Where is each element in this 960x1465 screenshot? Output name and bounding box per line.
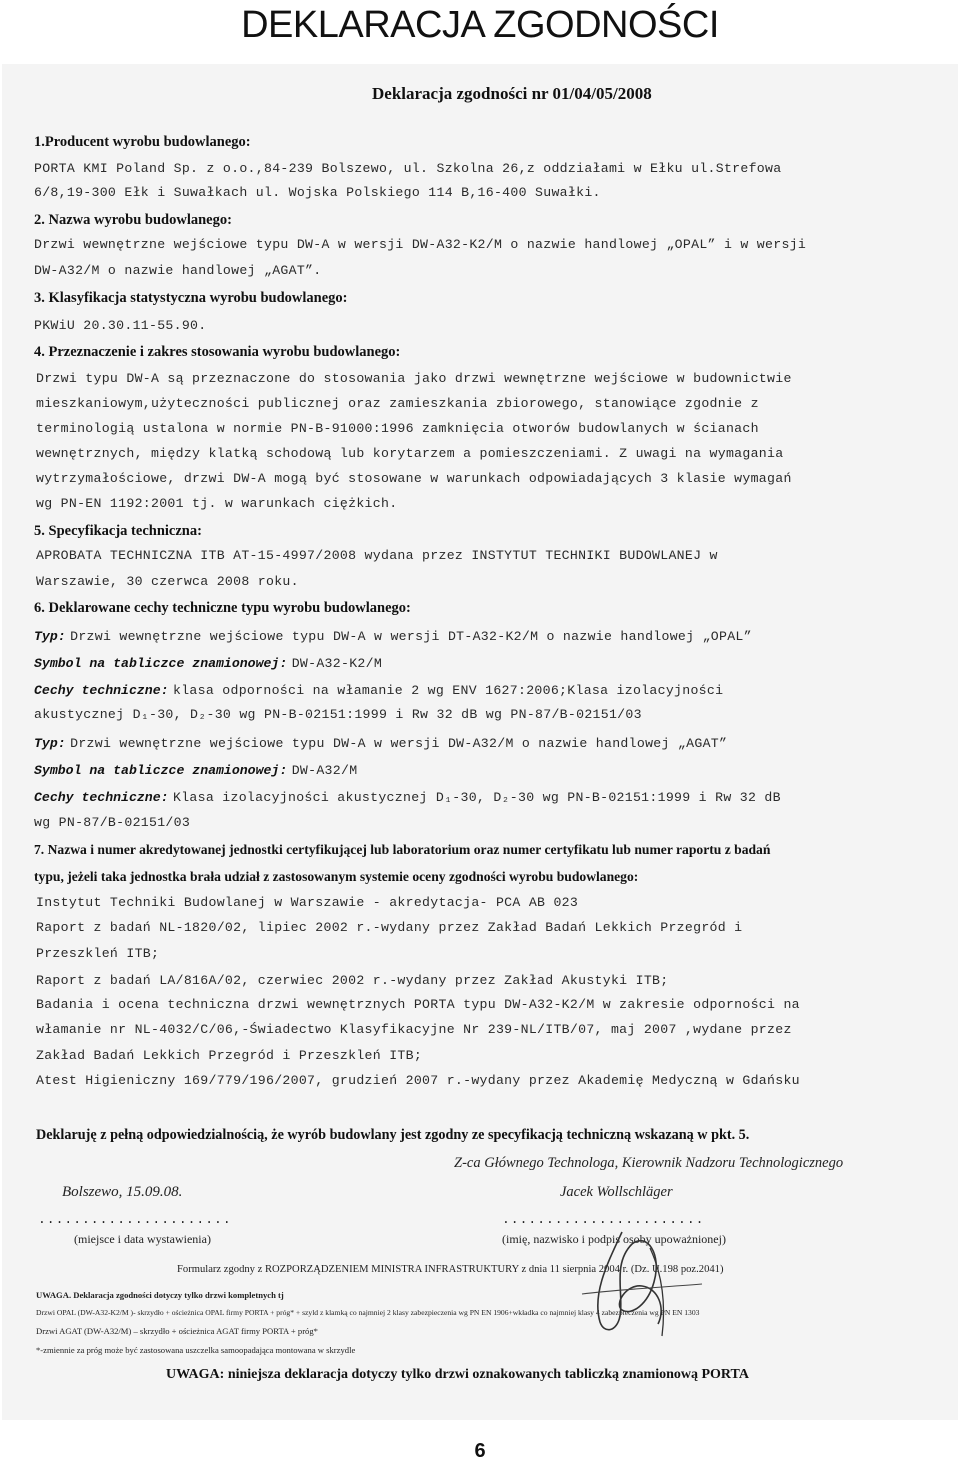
features-value: klasa odporności na włamanie 2 wg ENV 1627:2006;Klasa izolacyjności (173, 683, 724, 698)
section-6-heading: 6. Deklarowane cechy techniczne typu wyrobu budowlanego: (34, 600, 411, 616)
type-row (34, 734, 727, 752)
section-3-line: PKWiU 20.30.11-55.90. (34, 318, 207, 333)
symbol-label: Symbol na tabliczce znamionowej: (34, 763, 288, 778)
section-7-line: Przeszkleń ITB; (36, 946, 160, 961)
features-row (34, 681, 723, 699)
note-line: Drzwi OPAL (DW-A32-K2/M )- skrzydło + ościeżnica OPAL firmy PORTA + próg* + szyld z klamką co najmniej 2 klasy zabezpieczenia wg PN EN 1906+wkładka co najmniej klasy 4 zabezpieczenia wg PN EN 1303 (36, 1308, 700, 1317)
place-date-dots: ...................... (38, 1212, 232, 1227)
section-3-heading: 3. Klasyfikacja statystyczna wyrobu budowlanego: (34, 290, 348, 306)
section-7-line: Instytut Techniki Budowlanej w Warszawie - akredytacja- PCA AB 023 (36, 895, 579, 910)
section-5-line: Warszawie, 30 czerwca 2008 roku. (36, 574, 299, 589)
section-4-line: wewnętrznych, między klatką schodową lub korytarzem a pomieszczeniami. Z uwagi na wymagania (36, 446, 784, 461)
form-note: Formularz zgodny z ROZPORZĄDZENIEM MINISTRA INFRASTRUKTURY z dnia 11 sierpnia 2004 r. (Dz. U.198 poz.2041) (177, 1264, 724, 1275)
section-7-line: Badania i ocena techniczna drzwi wewnętrznych PORTA typu DW-A32-K2/M w zakresie odporności na (36, 997, 800, 1012)
section-7-line: Zakład Badań Lekkich Przegród i Przeszkleń ITB; (36, 1048, 423, 1063)
features-label: Cechy techniczne: (34, 683, 169, 698)
symbol-value: DW-A32-K2/M (291, 656, 383, 671)
features-line: akustycznej D₁-30, D₂-30 wg PN-B-02151:1999 i Rw 32 dB wg PN-87/B-02151/03 (34, 707, 642, 722)
symbol-value: DW-A32/M (291, 763, 358, 778)
place-date-caption: (miejsce i data wystawienia) (74, 1232, 211, 1246)
symbol-row (34, 654, 382, 672)
section-2-line: DW-A32/M o nazwie handlowej „AGAT”. (34, 263, 322, 278)
section-4-line: Drzwi typu DW-A są przeznaczone do stosowania jako drzwi wewnętrzne wejściowe w budownictwie (36, 371, 792, 386)
type-value: Drzwi wewnętrzne wejściowe typu DW-A w wersji DT-A32-K2/M o nazwie handlowej „OPAL” (70, 629, 752, 644)
note-line: Drzwi AGAT (DW-A32/M) – skrzydło + ościeżnica AGAT firmy PORTA + próg* (36, 1326, 318, 1336)
type-row (34, 627, 752, 645)
section-4-heading: 4. Przeznaczenie i zakres stosowania wyrobu budowlanego: (34, 344, 401, 360)
features-row (34, 788, 781, 806)
signature-caption: (imię, nazwisko i podpis osoby upoważnionej) (502, 1232, 726, 1246)
features-line: wg PN-87/B-02151/03 (34, 815, 191, 830)
section-1-heading: 1.Producent wyrobu budowlanego: (34, 134, 251, 150)
section-2-line: Drzwi wewnętrzne wejściowe typu DW-A w wersji DW-A32-K2/M o nazwie handlowej „OPAL” i w wersji (34, 237, 807, 252)
place-date: Bolszewo, 15.09.08. (62, 1184, 183, 1200)
page-title: DEKLARACJA ZGODNOŚCI (241, 4, 719, 46)
section-7-heading: typu, jeżeli taka jednostka brała udział z zastosowanym systemie oceny zgodności wyrobu budowlanego: (34, 869, 639, 884)
section-1-line: 6/8,19-300 Ełk i Suwałkach ul. Wojska Polskiego 114 B,16-400 Suwałki. (34, 185, 601, 200)
signatory-title: Z-ca Głównego Technologa, Kierownik Nadzoru Technologicznego (454, 1155, 844, 1171)
document-title: Deklaracja zgodności nr 01/04/05/2008 (372, 84, 652, 103)
scanned-document (2, 64, 958, 1420)
type-label: Typ: (34, 629, 66, 644)
section-5-line: APROBATA TECHNICZNA ITB AT-15-4997/2008 wydana przez INSTYTUT TECHNIKI BUDOWLANEJ w (36, 548, 718, 563)
note-line: UWAGA. Deklaracja zgodności dotyczy tylko drzwi kompletnych tj (36, 1290, 284, 1300)
page-number: 6 (474, 1440, 486, 1462)
declaration-text: Deklaruję z pełną odpowiedzialnością, że wyrób budowlany jest zgodny ze specyfikacją techniczną wskazaną w pkt. 5. (36, 1127, 750, 1143)
symbol-row (34, 761, 357, 779)
note-line: *-zmiennie za próg może być zastosowana uszczelka samoopadająca montowana w skrzydle (36, 1345, 356, 1355)
type-value: Drzwi wewnętrzne wejściowe typu DW-A w wersji DW-A32/M o nazwie handlowej „AGAT” (70, 736, 728, 751)
type-label: Typ: (34, 736, 66, 751)
section-7-line: Raport z badań NL-1820/02, lipiec 2002 r.-wydany przez Zakład Badań Lekkich Przegród i (36, 920, 743, 935)
section-7-line: Raport z badań LA/816A/02, czerwiec 2002 r.-wydany przez Zakład Akustyki ITB; (36, 973, 669, 988)
section-4-line: wg PN-EN 1192:2001 tj. w warunkach ciężkich. (36, 496, 398, 511)
section-7-line: Atest Higieniczny 169/779/196/2007, grudzień 2007 r.-wydany przez Akademię Medyczną w Gdańsku (36, 1073, 800, 1088)
handwritten-signature (562, 1224, 722, 1344)
section-7-line: włamanie nr NL-4032/C/06,-Świadectwo Klasyfikacyjne Nr 239-NL/ITB/07, maj 2007 ,wydane przez (36, 1022, 792, 1037)
section-7-heading: 7. Nazwa i numer akredytowanej jednostki certyfikującej lub laboratorium oraz numer certyfikatu lub numer raportu z badań (34, 842, 771, 857)
features-value: Klasa izolacyjności akustycznej D₁-30, D₂-30 wg PN-B-02151:1999 i Rw 32 dB (173, 790, 781, 805)
section-4-line: mieszkaniowym,użyteczności publicznej oraz zamieszkania zbiorowego, stanowiące zgodnie z (36, 396, 759, 411)
section-2-heading: 2. Nazwa wyrobu budowlanego: (34, 212, 232, 228)
symbol-label: Symbol na tabliczce znamionowej: (34, 656, 288, 671)
section-4-line: wytrzymałościowe, drzwi DW-A mogą być stosowane w warunkach odpowiadających 3 klasie wymagań (36, 471, 792, 486)
final-note: UWAGA: niniejsza deklaracja dotyczy tylko drzwi oznakowanych tabliczką znamionową PORTA (166, 1367, 749, 1382)
features-label: Cechy techniczne: (34, 790, 169, 805)
section-1-line: PORTA KMI Poland Sp. z o.o.,84-239 Bolszewo, ul. Szkolna 26,z oddziałami w Ełku ul.Strefowa (34, 161, 782, 176)
section-4-line: terminologią ustalona w normie PN-B-91000:1996 zamknięcia otworów budowlanych w ścianach (36, 421, 759, 436)
signatory-name: Jacek Wollschläger (560, 1184, 673, 1200)
section-5-heading: 5. Specyfikacja techniczna: (34, 523, 202, 539)
signature-dots: ....................... (502, 1212, 705, 1227)
